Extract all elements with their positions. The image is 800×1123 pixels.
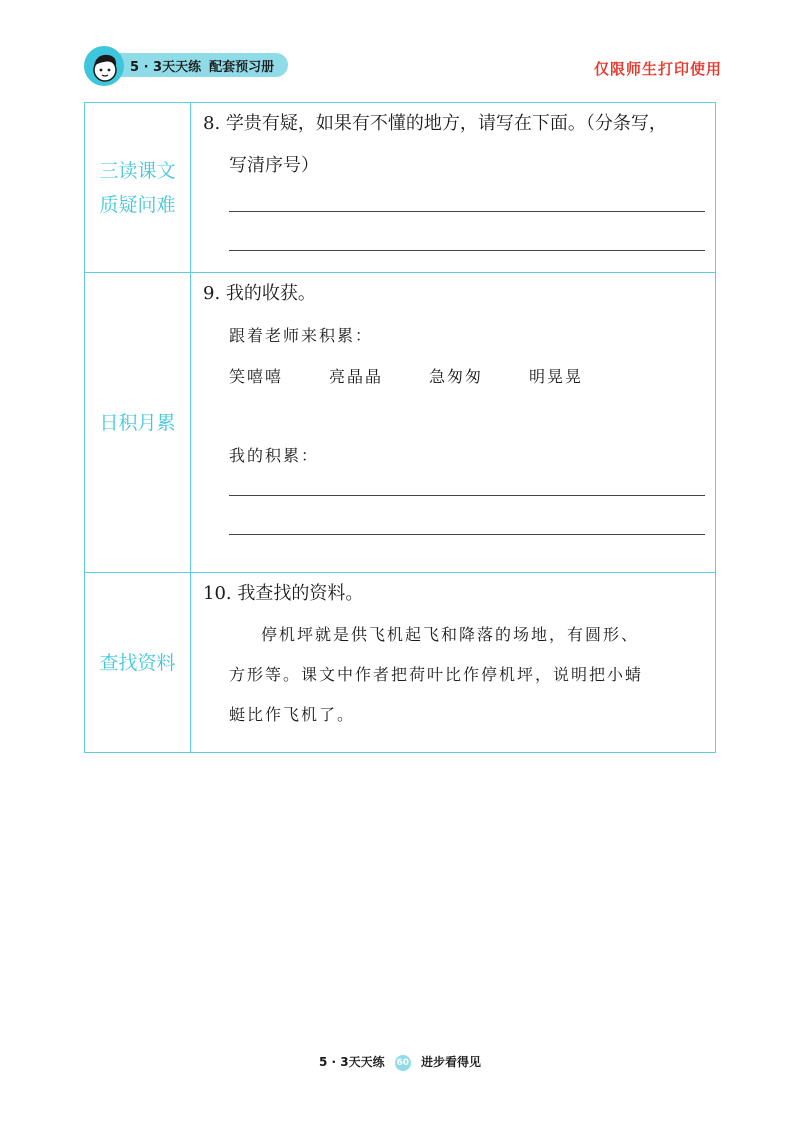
section-content-question-10 (191, 573, 716, 753)
section-row-question-9 (85, 273, 716, 573)
section-label-line: 质疑问难 (99, 193, 176, 216)
paragraph-line: 停机坪就是供飞机起飞和降落的场地，有圆形、 (261, 625, 640, 644)
footer-slogan: 进步看得见 (420, 1055, 481, 1069)
answer-line[interactable] (229, 534, 705, 535)
section-row-question-8 (85, 103, 716, 273)
paragraph-line: 蜓比作飞机了。 (229, 705, 356, 724)
page-number: 60 (395, 1055, 411, 1071)
section-content-question-9 (191, 273, 716, 573)
my-accumulation-prompt: 我的积累： (229, 446, 320, 465)
question-8-text-line1: 8. 学贵有疑，如果有不懂的地方，请写在下面。（分条写， (203, 113, 667, 134)
section-row-question-10 (85, 573, 716, 753)
print-note: 仅限师生打印使用 (593, 60, 722, 78)
section-label-line: 三读课文 (99, 159, 176, 182)
research-paragraph (229, 615, 705, 735)
section-label-line: 日积月累 (99, 411, 176, 434)
section-label-line: 查找资料 (99, 651, 176, 674)
mascot-icon (84, 46, 124, 86)
teacher-prompt: 跟着老师来积累： (229, 326, 374, 345)
word-item: 笑嘻嘻 (229, 367, 284, 386)
answer-line[interactable] (229, 250, 705, 251)
footer-brand: 5 · 3天天练 (318, 1055, 385, 1069)
word-item: 明晃晃 (529, 367, 584, 386)
brand-text: 5 · 3天天练 (130, 59, 202, 75)
section-label-accumulate (85, 273, 191, 573)
page-header (84, 46, 724, 90)
section-label-research (85, 573, 191, 753)
section-label-doubt (85, 103, 191, 273)
question-8-text-line2: 写清序号） (229, 155, 319, 176)
brand-label (110, 53, 288, 77)
worksheet-table (84, 102, 716, 753)
paragraph-line: 方形等。课文中作者把荷叶比作停机坪，说明把小蜻 (229, 665, 644, 684)
word-item: 急匆匆 (429, 367, 484, 386)
brand-subtitle: 配套预习册 (209, 59, 275, 75)
question-10-text: 10. 我查找的资料。 (203, 583, 364, 604)
word-list (229, 357, 705, 397)
question-9-text: 9. 我的收获。 (203, 283, 316, 304)
section-content-question-8 (191, 103, 716, 273)
page-footer (0, 1053, 800, 1071)
word-item: 亮晶晶 (329, 367, 384, 386)
